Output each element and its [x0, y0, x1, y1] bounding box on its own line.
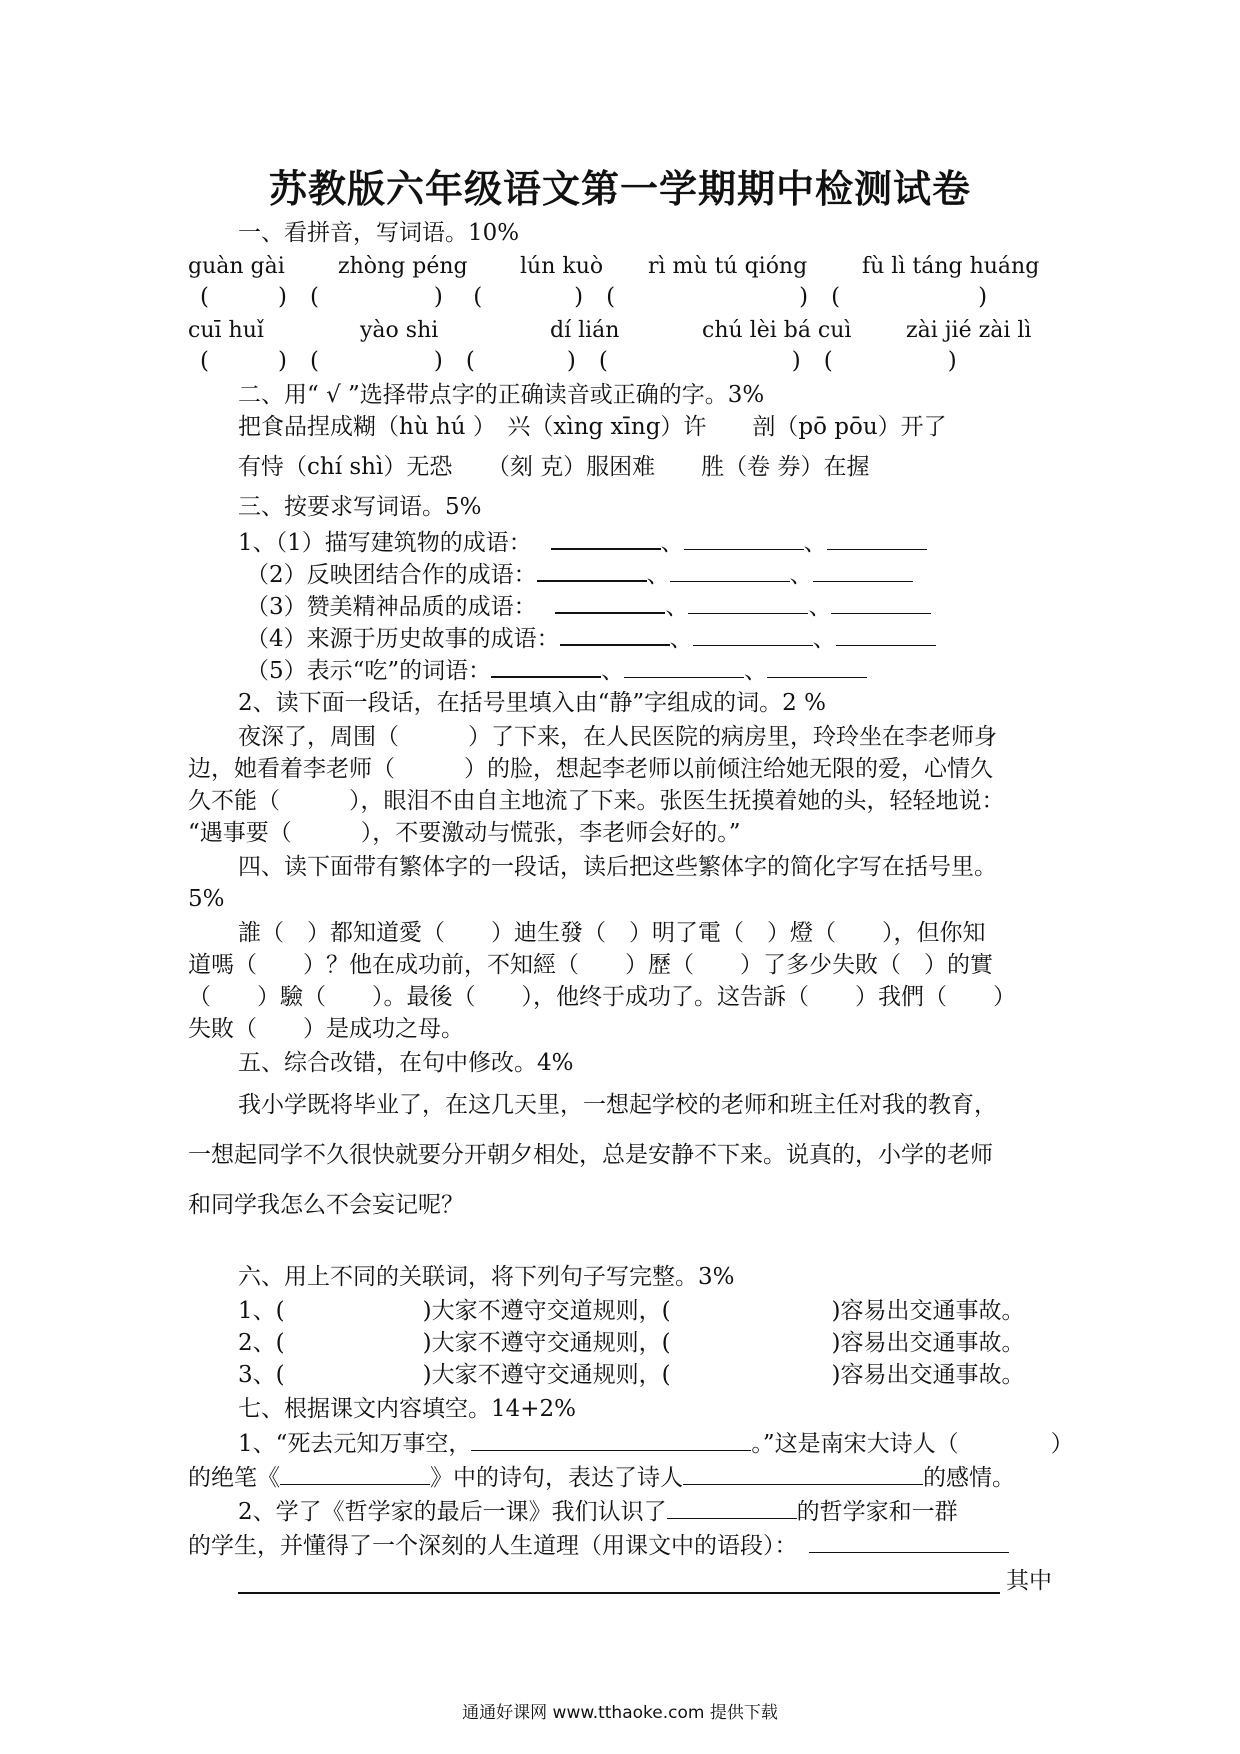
paragraph-line: 夜深了，周围（ ）了下来，在人民医院的病房里，玲玲坐在李老师身 — [238, 724, 997, 750]
paragraph-line: 久不能（ ），眼泪不由自主地流了下来。张医生抚摸着她的头，轻轻地说： — [188, 788, 1005, 814]
idiom-question-2: （2）反映团结合作的成语： 、 、 — [246, 558, 913, 590]
idiom-prompt-4: （4）来源于历史故事的成语： — [246, 626, 560, 652]
idiom-question-4: （4）来源于历史故事的成语： 、 、 — [246, 622, 936, 654]
pinyin-10: zài jié zài lì — [906, 318, 1032, 343]
blank[interactable] — [683, 1462, 923, 1485]
idiom-prompt-2: （2）反映团结合作的成语： — [246, 562, 537, 588]
blank[interactable] — [551, 526, 661, 550]
blank[interactable] — [767, 655, 867, 678]
blank[interactable] — [667, 1496, 797, 1519]
poem-question-line-2 — [188, 1462, 1015, 1493]
section-2-line-2: 有恃（chí shì）无恐 （刻 克）服困难 胜（卷 券）在握 — [238, 454, 870, 480]
philosopher-question-tail: 其中 — [1006, 1568, 1052, 1594]
paragraph-line: 失敗（ ）是成功之母。 — [188, 1016, 464, 1042]
blank[interactable] — [809, 1530, 1009, 1553]
blank[interactable] — [537, 558, 647, 582]
paragraph-line: 和同学我怎么不会妄记呢？ — [188, 1192, 464, 1218]
philosopher-question-line-2 — [188, 1530, 1009, 1561]
paragraph-line: （ ）驗（ ）。最後（ ），他终于成功了。这告訴（ ）我們（ ） — [188, 984, 1016, 1010]
section-4-heading: 四、读下面带有繁体字的一段话，读后把这些繁体字的简化字写在括号里。 — [238, 854, 997, 880]
poem-question-line-1 — [238, 1428, 1074, 1459]
idiom-question-3: （3）赞美精神品质的成语： 、 、 — [246, 590, 931, 622]
section-1-heading: 一、看拼音，写词语。10% — [238, 220, 520, 246]
idiom-prompt-5: （5）表示“吃”的词语： — [246, 658, 492, 684]
poem-prompt: 1、“死去元知万事空， — [238, 1431, 472, 1457]
pinyin-1: guàn gài — [188, 254, 285, 279]
blank[interactable] — [813, 559, 913, 582]
pinyin-5: fù lì táng huáng — [862, 254, 1040, 279]
section-5-heading: 五、综合改错，在句中修改。4% — [238, 1050, 574, 1076]
section-6-heading: 六、用上不同的关联词，将下列句子写完整。3% — [238, 1264, 735, 1290]
blank[interactable] — [670, 559, 790, 582]
paragraph-line: 我小学既将毕业了，在这几天里，一想起学校的老师和班主任对我的教育， — [238, 1092, 997, 1118]
philosopher-prompt-2: 的学生，并懂得了一个深刻的人生道理（用课文中的语段）： — [188, 1533, 786, 1559]
blank[interactable] — [827, 527, 927, 550]
poem-prompt-title: 的绝笔《 — [188, 1465, 280, 1491]
idiom-question-1: 1、（1）描写建筑物的成语： 、 、 — [238, 526, 927, 558]
pinyin-3: lún kuò — [520, 254, 604, 279]
paragraph-line: 誰（ ）都知道愛（ ）迪生發（ ）明了電（ ）燈（ ），但你知 — [238, 920, 986, 946]
pinyin-9: chú lèi bá cuì — [702, 318, 852, 343]
poem-prompt-cont: 。”这是南宋大诗人（ ） — [751, 1431, 1074, 1457]
idiom-prompt-1: 1、（1）描写建筑物的成语： — [238, 530, 521, 556]
pinyin-6: cuī huǐ — [188, 318, 264, 343]
answer-line[interactable] — [238, 1592, 1000, 1594]
conjunction-sentence-2[interactable]: 2、( )大家不遵守交通规则，( )容易出交通事故。 — [238, 1330, 1025, 1356]
section-2-line-1: 把食品捏成糊（hù hú ） 兴（xìng xīng）许 剖（pō pōu）开了 — [238, 414, 947, 440]
paragraph-line: 边，她看着李老师（ ）的脸，想起李老师以前倾注给她无限的爱，心情久 — [188, 756, 993, 782]
blank[interactable] — [836, 623, 936, 646]
blank[interactable] — [688, 591, 808, 614]
blank[interactable] — [560, 622, 670, 646]
footer-source: 通通好课网 www.tthaoke.com 提供下载 — [462, 1703, 778, 1723]
section-3-heading: 三、按要求写词语。5% — [238, 494, 482, 520]
paragraph-line: 一想起同学不久很快就要分开朝夕相处，总是安静不下来。说真的，小学的老师 — [188, 1142, 993, 1168]
pinyin-4: rì mù tú qióng — [648, 254, 808, 279]
conjunction-sentence-3[interactable]: 3、( )大家不遵守交通规则，( )容易出交通事故。 — [238, 1362, 1025, 1388]
section-2-heading: 二、用“ √ ”选择带点字的正确读音或正确的字。3% — [238, 382, 765, 408]
philosopher-prompt: 2、学了《哲学家的最后一课》我们认识了 — [238, 1499, 667, 1525]
blank[interactable] — [684, 527, 804, 550]
page-title: 苏教版六年级语文第一学期期中检测试卷 — [268, 167, 971, 211]
blank[interactable] — [831, 591, 931, 614]
answer-parens-row-1[interactable]: ( ) ( ) ( ) ( ) ( ) — [200, 284, 988, 310]
answer-parens-row-2[interactable]: ( ) ( ) ( ) ( ) ( ) — [200, 348, 957, 374]
blank[interactable] — [280, 1462, 430, 1485]
philosopher-question-line-1 — [238, 1496, 958, 1527]
blank[interactable] — [693, 623, 813, 646]
pinyin-7: yào shi — [360, 318, 439, 343]
paragraph-line: “遇事要（ ），不要激动与慌张，李老师会好的。” — [188, 820, 741, 846]
philosopher-prompt-cont: 的哲学家和一群 — [796, 1499, 958, 1525]
poem-prompt-end: 的感情。 — [923, 1465, 1015, 1491]
idiom-question-5: （5）表示“吃”的词语： 、 、 — [246, 654, 867, 686]
poem-prompt-mid: 》中的诗句，表达了诗人 — [430, 1465, 683, 1491]
section-7-heading: 七、根据课文内容填空。14+2% — [238, 1396, 577, 1422]
idiom-prompt-3: （3）赞美精神品质的成语： — [246, 594, 526, 620]
blank[interactable] — [471, 1428, 751, 1451]
paragraph-line: 道嗎（ ）？他在成功前，不知經（ ）歷（ ）了多少失敗（ ）的實 — [188, 952, 993, 978]
pinyin-8: dí lián — [550, 318, 620, 343]
blank[interactable] — [555, 590, 665, 614]
section-4-score: 5% — [188, 886, 225, 912]
pinyin-2: zhòng péng — [338, 254, 468, 279]
section-3-question-2: 2、读下面一段话，在括号里填入由“静”字组成的词。2 % — [238, 690, 826, 716]
conjunction-sentence-1[interactable]: 1、( )大家不遵守交道规则，( )容易出交通事故。 — [238, 1298, 1025, 1324]
blank[interactable] — [491, 654, 601, 678]
blank[interactable] — [624, 655, 744, 678]
